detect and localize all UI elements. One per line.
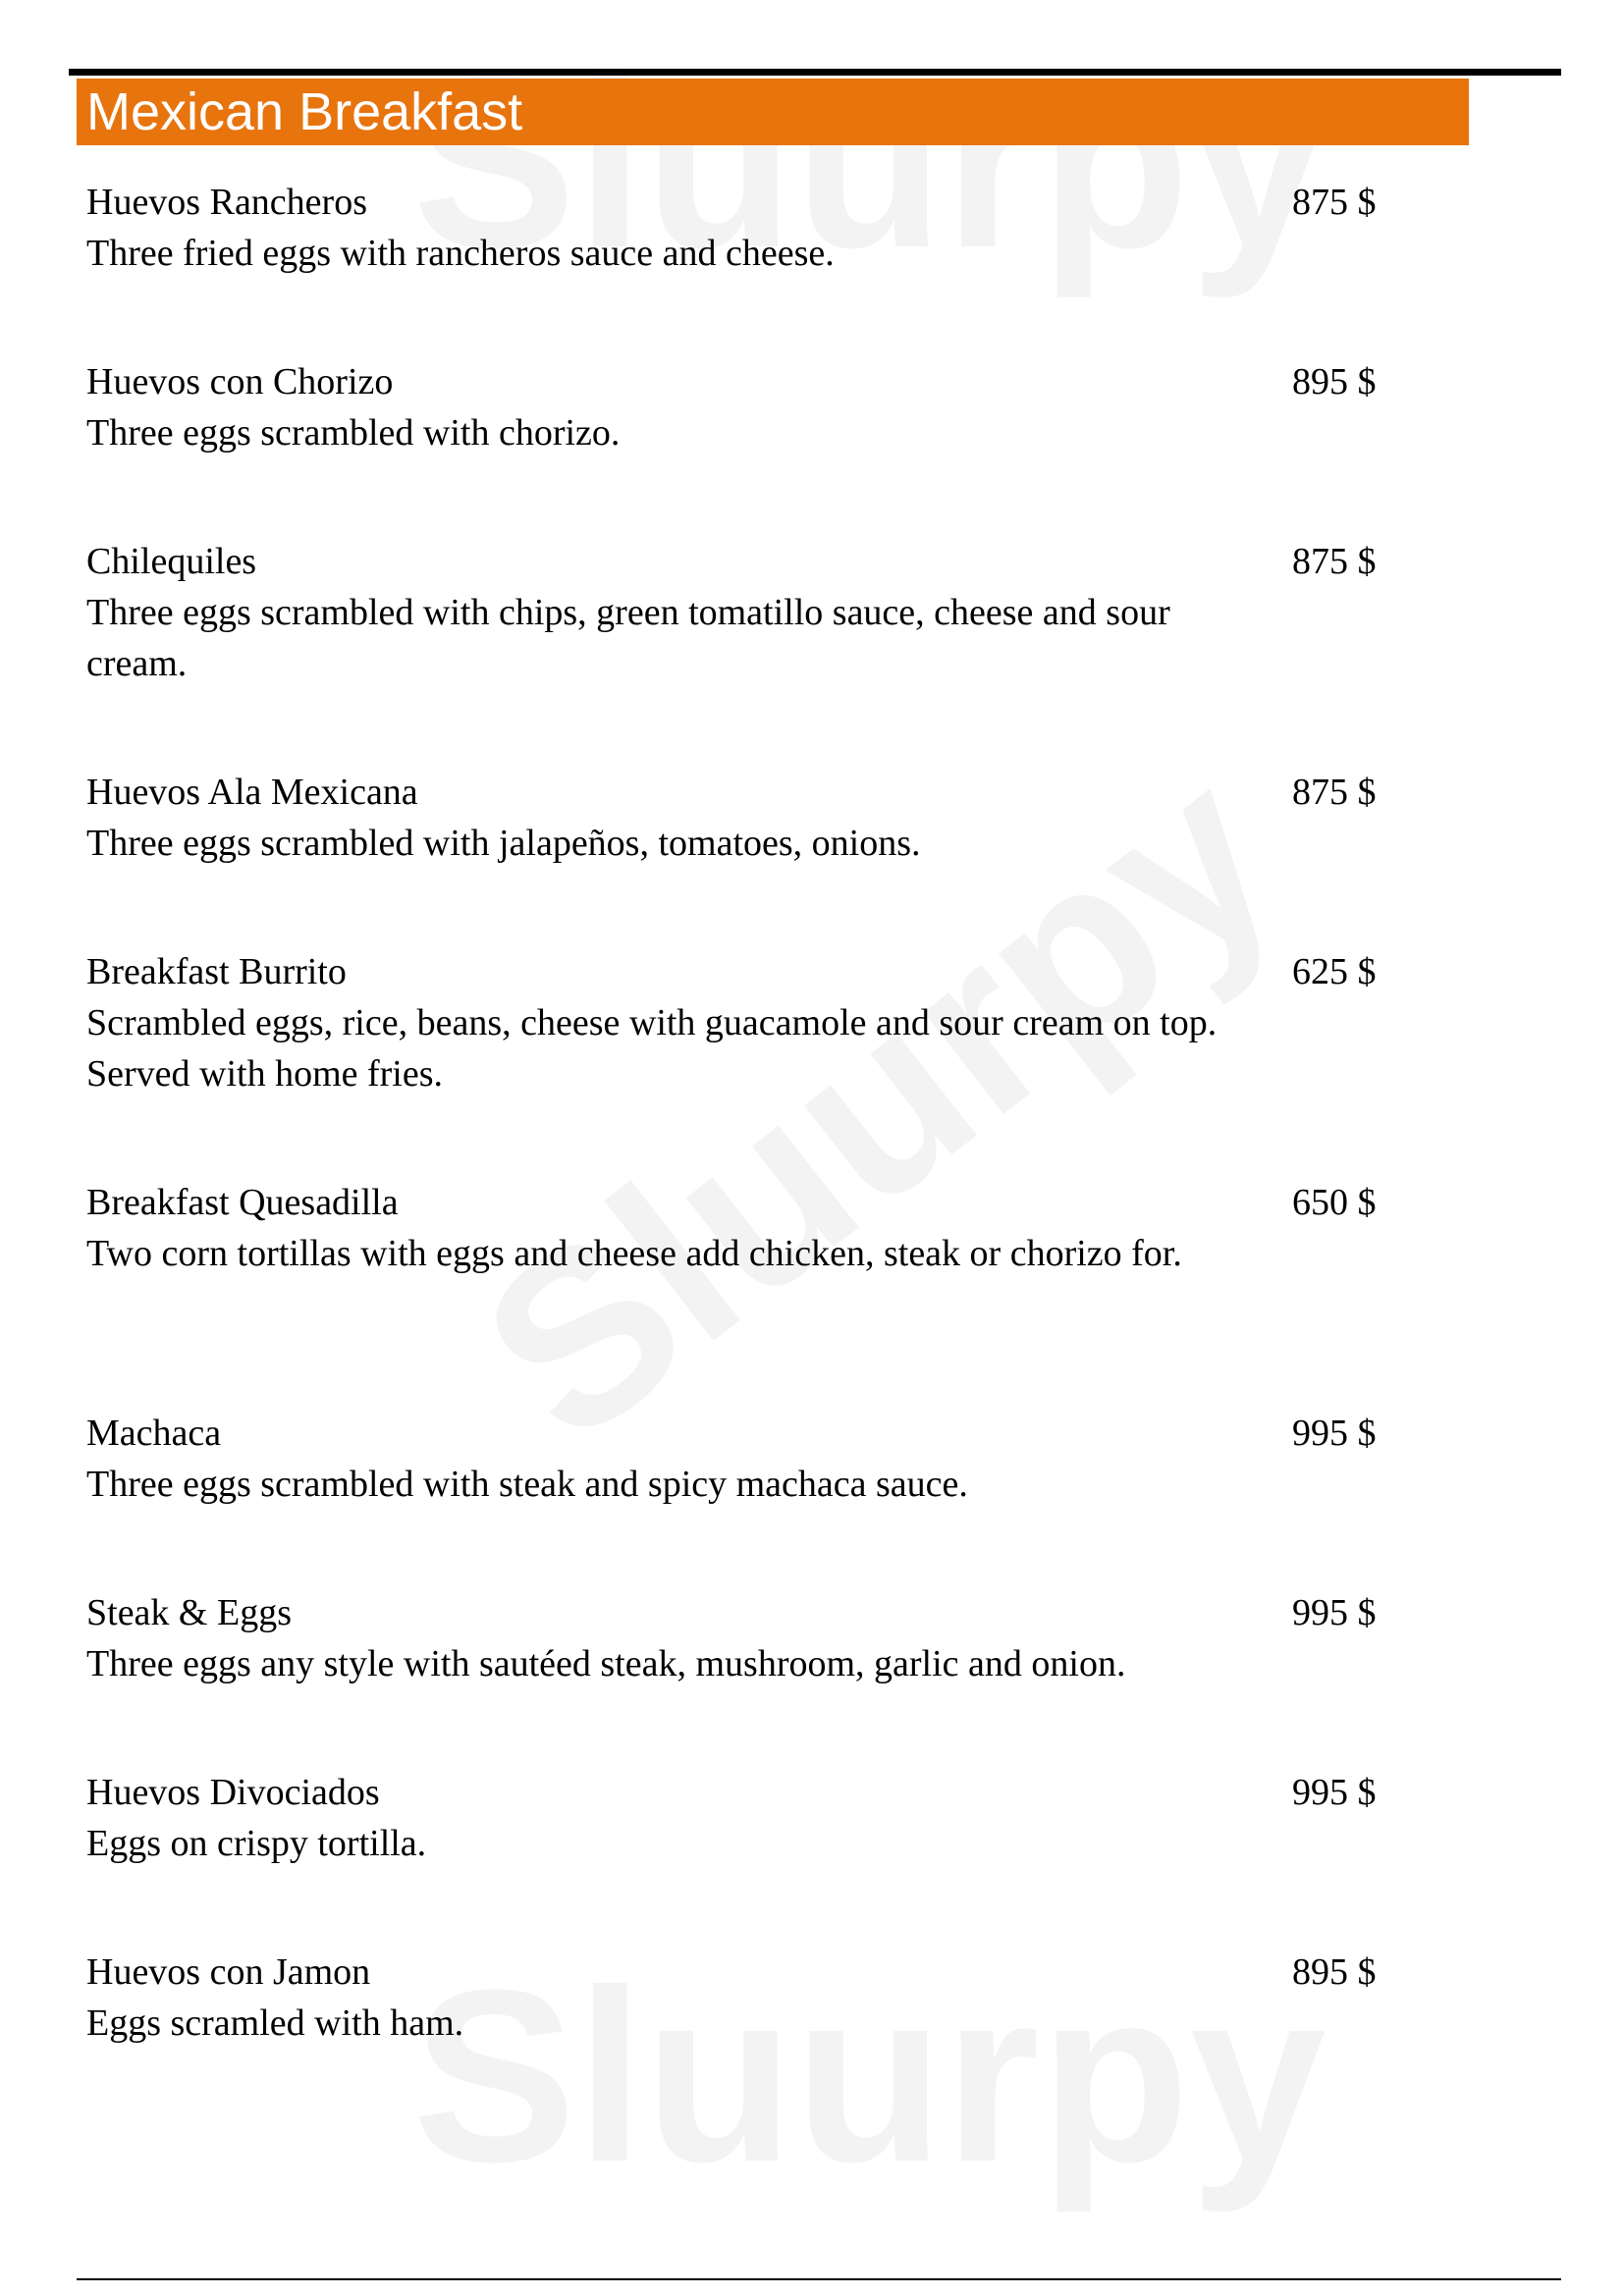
item-price: 625 $ — [1292, 951, 1377, 992]
item-price: 995 $ — [1292, 1772, 1377, 1813]
item-name: Huevos con Jamon — [86, 1951, 371, 1993]
section-header — [77, 79, 1469, 145]
item-name: Huevos Divociados — [86, 1772, 380, 1813]
top-divider — [69, 69, 1561, 76]
item-description: Three fried eggs with rancheros sauce and cheese. — [86, 233, 835, 274]
menu-item — [86, 536, 1392, 689]
item-price: 895 $ — [1292, 361, 1377, 402]
bottom-divider — [77, 2278, 1561, 2280]
item-name: Huevos Rancheros — [86, 182, 367, 223]
item-description: Three eggs scrambled with chips, green tomatillo sauce, cheese and sour cream. — [86, 592, 1170, 684]
item-name: Machaca — [86, 1413, 222, 1454]
menu-item — [86, 1177, 1392, 1279]
item-description: Two corn tortillas with eggs and cheese add chicken, steak or chorizo for. — [86, 1233, 1182, 1274]
menu-item — [86, 1408, 1392, 1510]
item-price: 875 $ — [1292, 772, 1377, 813]
item-price: 995 $ — [1292, 1413, 1377, 1454]
item-description: Eggs on crispy tortilla. — [86, 1823, 427, 1864]
item-name: Huevos con Chorizo — [86, 361, 394, 402]
item-price: 895 $ — [1292, 1951, 1377, 1993]
item-description: Three eggs scrambled with jalapeños, tomatoes, onions. — [86, 823, 921, 864]
item-description: Three eggs scrambled with steak and spicy machaca sauce. — [86, 1464, 968, 1505]
item-description: Eggs scramled with ham. — [86, 2002, 464, 2044]
item-name: Breakfast Quesadilla — [86, 1182, 399, 1223]
menu-item — [86, 767, 1392, 869]
menu-item — [86, 1587, 1392, 1689]
menu-item — [86, 1767, 1392, 1869]
menu-item — [86, 946, 1392, 1099]
item-description: Scrambled eggs, rice, beans, cheese with guacamole and sour cream on top. Served with home fries. — [86, 1002, 1218, 1095]
item-price: 650 $ — [1292, 1182, 1377, 1223]
item-price: 875 $ — [1292, 182, 1377, 223]
menu-item — [86, 356, 1392, 458]
item-price: 995 $ — [1292, 1592, 1377, 1633]
item-description: Three eggs any style with sautéed steak, mushroom, garlic and onion. — [86, 1643, 1126, 1684]
item-price: 875 $ — [1292, 541, 1377, 582]
item-name: Steak & Eggs — [86, 1592, 292, 1633]
item-name: Breakfast Burrito — [86, 951, 347, 992]
item-description: Three eggs scrambled with chorizo. — [86, 412, 621, 454]
section-title: Mexican Breakfast — [86, 82, 523, 141]
menu-item — [86, 177, 1392, 279]
menu-item — [86, 1947, 1392, 2049]
item-name: Chilequiles — [86, 541, 257, 582]
item-name: Huevos Ala Mexicana — [86, 772, 418, 813]
